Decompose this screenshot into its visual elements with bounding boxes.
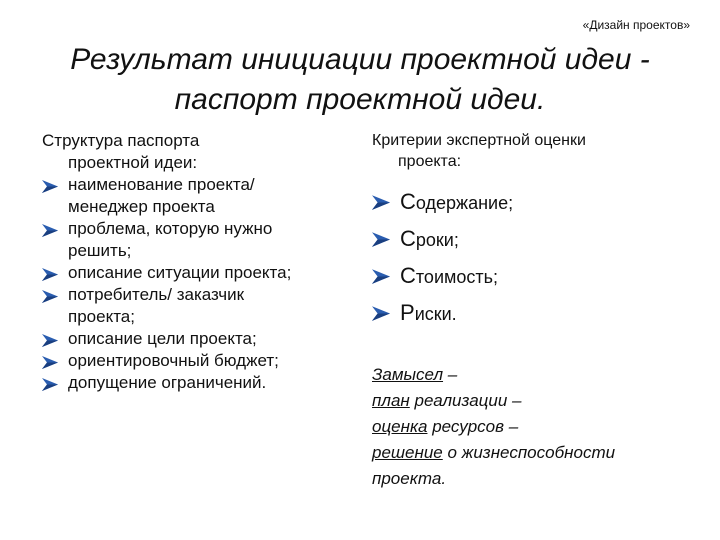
plan-text: проекта. (372, 469, 447, 488)
arrow-bullet-icon (42, 290, 58, 303)
list-item (42, 328, 362, 350)
list-item-text-cont: менеджер проекта (68, 197, 215, 216)
plan-row (372, 388, 702, 414)
heading-line-1: Структура паспорта (42, 131, 200, 150)
plan-text: о жизнеспособности (442, 443, 616, 462)
list-item-text: описание ситуации проекта; (68, 263, 292, 282)
plan-row (372, 414, 702, 440)
list-item-text: описание цели проекта; (68, 329, 257, 348)
arrow-bullet-icon (372, 269, 390, 284)
arrow-bullet-icon (42, 224, 58, 237)
criteria-item (372, 184, 702, 221)
plan-term: план (372, 391, 410, 410)
title-line-2: паспорт проектной идеи. (174, 83, 546, 116)
criteria-text: одержание; (415, 193, 514, 213)
list-item (42, 372, 362, 394)
list-item (42, 350, 362, 372)
plan-row (372, 440, 702, 466)
arrow-bullet-icon (42, 356, 58, 369)
plan-term: Замысел (372, 365, 444, 384)
arrow-bullet-icon (42, 180, 58, 193)
passport-structure-heading (42, 130, 362, 174)
header-note: «Дизайн проектов» (582, 18, 690, 32)
plan-sequence (372, 362, 702, 492)
criteria-initial: С (400, 226, 416, 251)
list-item-text-cont: решить; (68, 241, 132, 260)
title-line-1: Результат инициации проектной идеи - (70, 43, 650, 76)
list-item (42, 262, 362, 284)
arrow-bullet-icon (42, 378, 58, 391)
criteria-initial: С (400, 189, 416, 214)
criteria-item (372, 221, 702, 258)
criteria-heading (372, 130, 702, 172)
criteria-column (372, 130, 702, 492)
list-item (42, 218, 362, 262)
arrow-bullet-icon (42, 268, 58, 281)
plan-row (372, 362, 702, 388)
criteria-item (372, 295, 702, 332)
list-item (42, 174, 362, 218)
arrow-bullet-icon (372, 306, 390, 321)
plan-term: решение (372, 443, 443, 462)
list-item-text: потребитель/ заказчик (68, 285, 245, 304)
criteria-list (372, 184, 702, 332)
arrow-bullet-icon (372, 195, 390, 210)
criteria-text: роки; (415, 230, 459, 250)
list-item-text-cont: проекта; (68, 307, 135, 326)
list-item-text: ориентировочный бюджет; (68, 351, 279, 370)
heading-line-2: проектной идеи: (68, 153, 198, 172)
criteria-heading-line-2: проекта: (398, 153, 462, 170)
plan-text: ресурсов – (427, 417, 519, 436)
slide-title (0, 40, 720, 120)
arrow-bullet-icon (42, 334, 58, 347)
criteria-heading-line-1: Критерии экспертной оценки (372, 132, 586, 149)
criteria-item (372, 258, 702, 295)
list-item-text: проблема, которую нужно (68, 219, 273, 238)
plan-text: реализации – (409, 391, 522, 410)
list-item-text: допущение ограничений. (68, 373, 267, 392)
arrow-bullet-icon (372, 232, 390, 247)
criteria-text: иски. (414, 304, 457, 324)
criteria-text: тоимость; (415, 267, 499, 287)
list-item (42, 284, 362, 328)
list-item-text: наименование проекта/ (68, 175, 255, 194)
passport-structure-column (42, 130, 362, 394)
plan-text: – (443, 365, 458, 384)
plan-term: оценка (372, 417, 428, 436)
plan-row (372, 466, 702, 492)
passport-structure-list (42, 174, 362, 394)
criteria-initial: Р (400, 300, 415, 325)
criteria-initial: С (400, 263, 416, 288)
